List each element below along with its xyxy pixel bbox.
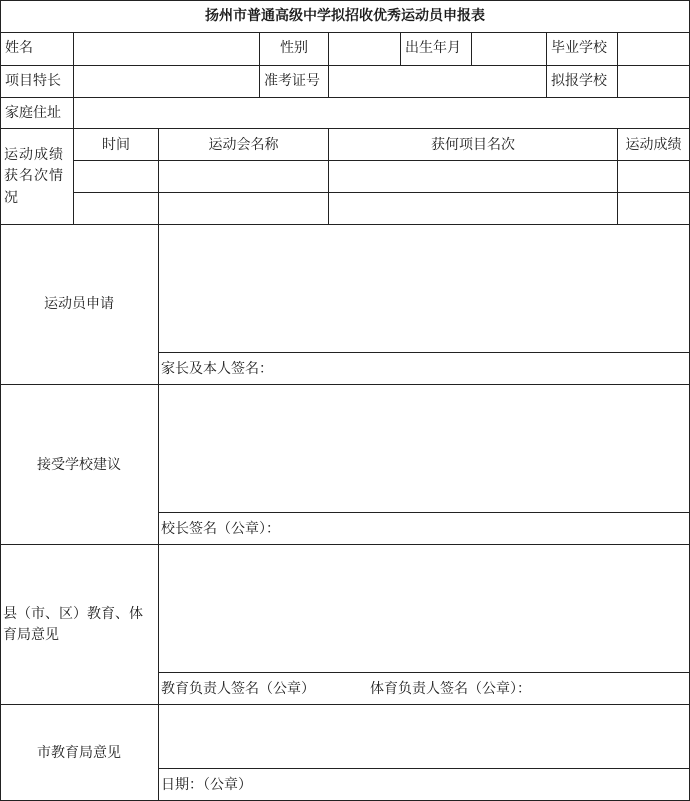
graduation-school-field[interactable] — [618, 33, 689, 65]
birth-date-label: 出生年月 — [405, 40, 461, 56]
achievement-score-cell[interactable] — [618, 161, 689, 192]
achievement-time-cell[interactable] — [74, 193, 158, 224]
county-opinion-label-line2: 育局意见 — [3, 627, 59, 643]
education-head-signature-label: 教育负责人签名（公章） — [161, 681, 315, 697]
achievements-label-line2: 获名次情 — [4, 168, 64, 184]
graduation-school-label: 毕业学校 — [551, 40, 607, 56]
gender-label: 性别 — [280, 40, 308, 56]
row-divider — [158, 352, 690, 353]
row-divider — [158, 672, 690, 673]
name-field[interactable] — [74, 33, 259, 65]
school-advice-label: 接受学校建议 — [37, 457, 121, 473]
achievements-label-line3: 况 — [4, 190, 18, 206]
target-school-field[interactable] — [618, 66, 689, 97]
city-opinion-label: 市教育局意见 — [37, 745, 121, 761]
sports-head-signature-label: 体育负责人签名（公章）： — [370, 681, 531, 697]
exam-id-label: 准考证号 — [264, 73, 320, 89]
rank-column-header: 获何项目名次 — [431, 137, 515, 153]
birth-date-field[interactable] — [472, 33, 546, 65]
col-divider — [400, 32, 401, 65]
school-advice-field[interactable] — [159, 385, 689, 512]
exam-id-field[interactable] — [329, 66, 546, 97]
border-left — [0, 0, 1, 801]
specialty-label: 项目特长 — [5, 73, 61, 89]
date-seal-label: 日期：（公章） — [161, 777, 252, 793]
county-opinion-field[interactable] — [159, 545, 689, 672]
athlete-application-label: 运动员申请 — [44, 296, 114, 312]
address-field[interactable] — [74, 98, 689, 128]
target-school-label: 拟报学校 — [551, 73, 607, 89]
achievement-score-cell[interactable] — [618, 193, 689, 224]
col-divider — [546, 32, 547, 97]
score-column-header: 运动成绩 — [625, 137, 682, 153]
achievement-rank-cell[interactable] — [329, 193, 617, 224]
event-column-header: 运动会名称 — [208, 137, 279, 153]
row-divider — [158, 768, 690, 769]
row-divider — [158, 512, 690, 513]
achievements-label-line1: 运动成绩 — [4, 147, 64, 163]
border-top — [0, 0, 690, 1]
county-opinion-label-line1: 县（市、区）教育、体 — [3, 606, 143, 622]
col-divider — [259, 32, 260, 97]
achievement-event-cell[interactable] — [159, 193, 328, 224]
name-label: 姓名 — [5, 40, 33, 56]
address-label: 家庭住址 — [5, 105, 61, 121]
form-title: 扬州市普通高级中学拟招收优秀运动员申报表 — [205, 8, 485, 24]
time-column-header: 时间 — [102, 137, 130, 153]
city-opinion-field[interactable] — [159, 705, 689, 768]
athlete-application-field[interactable] — [159, 225, 689, 352]
row-divider — [0, 128, 690, 129]
achievement-rank-cell[interactable] — [329, 161, 617, 192]
gender-field[interactable] — [329, 33, 400, 65]
specialty-field[interactable] — [74, 66, 259, 97]
achievement-time-cell[interactable] — [74, 161, 158, 192]
achievement-event-cell[interactable] — [159, 161, 328, 192]
parent-signature-label: 家长及本人签名： — [161, 361, 273, 377]
principal-signature-label: 校长签名（公章）： — [161, 521, 280, 537]
